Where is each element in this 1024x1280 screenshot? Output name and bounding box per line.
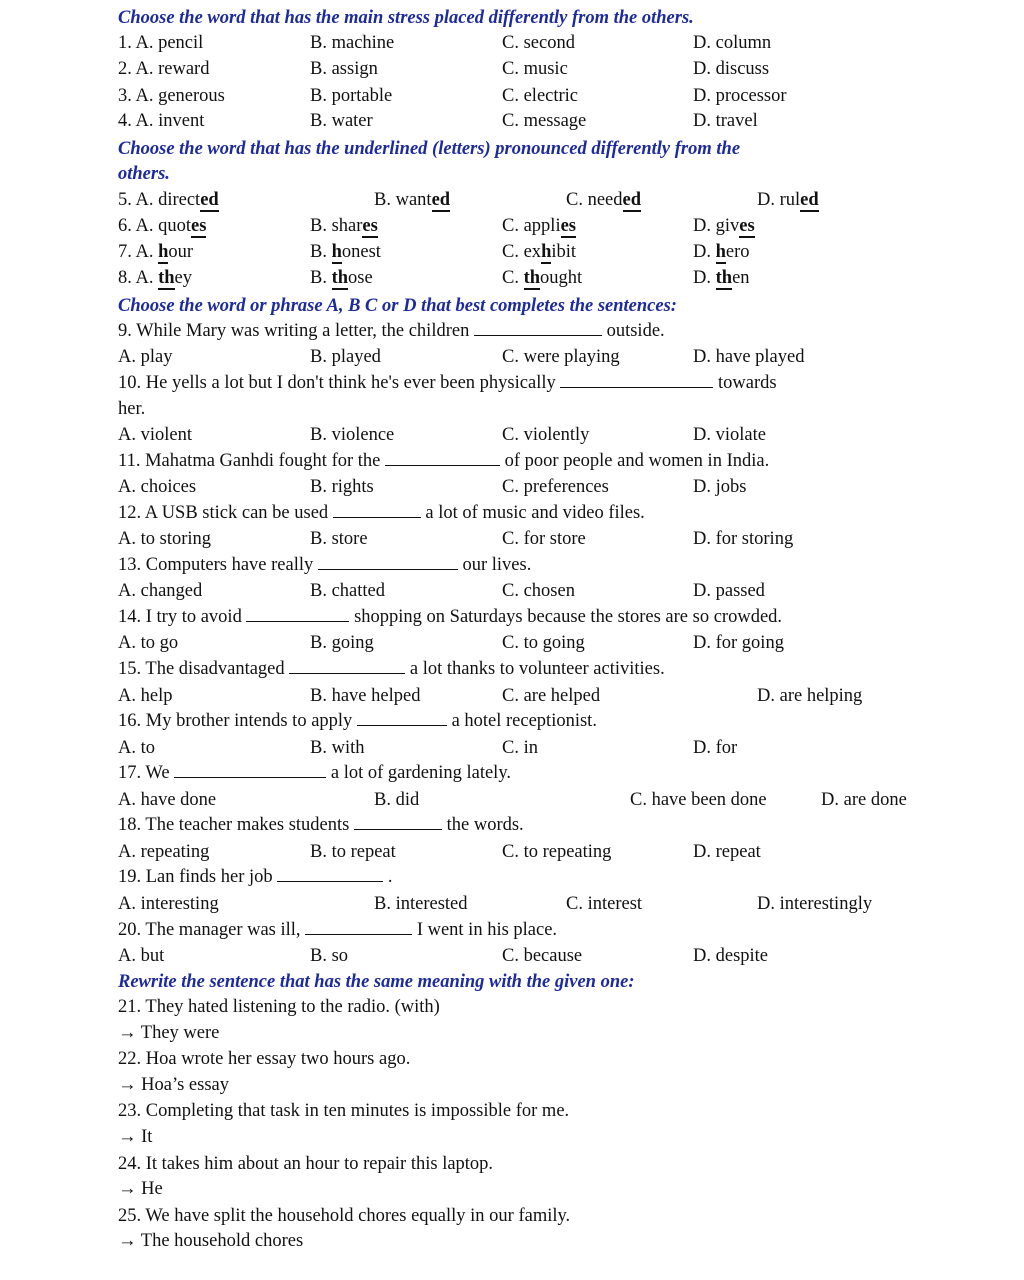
option-a: 7. A. hour <box>118 242 194 262</box>
question-17: 17. We a lot of gardening lately. <box>118 763 511 783</box>
arrow-icon: → <box>118 1023 137 1043</box>
option-d: D. then <box>693 268 750 288</box>
question-9: 9. While Mary was writing a letter, the children outside. <box>118 321 665 341</box>
option-a: A. but <box>118 946 165 966</box>
option-b: B. with <box>310 738 365 758</box>
arrow-icon: → <box>118 1075 137 1095</box>
answer-blank[interactable] <box>246 606 349 622</box>
rewrite-question-24: 24. It takes him about an hour to repair this laptop. <box>118 1154 494 1174</box>
option-d: D. are done <box>821 790 907 810</box>
question-15: 15. The disadvantaged a lot thanks to volunteer activities. <box>118 659 665 679</box>
option-a: A. interesting <box>118 894 219 914</box>
question-13: 13. Computers have really our lives. <box>118 555 532 575</box>
option-d: D. processor <box>693 86 787 106</box>
option-d: D. violate <box>693 425 766 445</box>
option-b: B. water <box>310 111 373 131</box>
arrow-icon: → <box>118 1179 137 1199</box>
option-c: C. in <box>502 738 538 758</box>
answer-blank[interactable] <box>474 320 602 336</box>
question-16: 16. My brother intends to apply a hotel receptionist. <box>118 711 597 731</box>
question-19: 19. Lan finds her job . <box>118 867 393 887</box>
option-b: B. shares <box>310 216 378 236</box>
rewrite-answer-25[interactable]: → The household chores <box>118 1231 304 1251</box>
answer-blank[interactable] <box>354 814 442 830</box>
rewrite-answer-24[interactable]: → He <box>118 1179 163 1199</box>
option-a: A. repeating <box>118 842 210 862</box>
option-d: D. despite <box>693 946 769 966</box>
option-c: C. needed <box>566 190 642 210</box>
option-d: D. ruled <box>757 190 819 210</box>
option-c: C. thought <box>502 268 583 288</box>
rewrite-answer-21[interactable]: → They were <box>118 1023 220 1043</box>
section-heading-rewrite: Rewrite the sentence that has the same meaning with the given one: <box>118 972 635 992</box>
section-heading-pronunciation-cont: others. <box>118 164 170 184</box>
question-12: 12. A USB stick can be used a lot of music and video files. <box>118 503 645 523</box>
question-11: 11. Mahatma Ganhdi fought for the of poor people and women in India. <box>118 451 770 471</box>
option-d: D. for <box>693 738 738 758</box>
arrow-icon: → <box>118 1231 137 1251</box>
option-b: B. to repeat <box>310 842 396 862</box>
rewrite-question-22: 22. Hoa wrote her essay two hours ago. <box>118 1049 411 1069</box>
answer-blank[interactable] <box>333 502 421 518</box>
option-c: C. message <box>502 111 587 131</box>
option-c: C. exhibit <box>502 242 577 262</box>
option-c: C. were playing <box>502 347 620 367</box>
option-d: D. for going <box>693 633 784 653</box>
option-c: C. to repeating <box>502 842 612 862</box>
option-c: C. second <box>502 33 575 53</box>
rewrite-question-23: 23. Completing that task in ten minutes is impossible for me. <box>118 1101 570 1121</box>
option-b: B. did <box>374 790 420 810</box>
option-b: B. those <box>310 268 373 288</box>
answer-blank[interactable] <box>560 372 713 388</box>
option-c: C. interest <box>566 894 643 914</box>
option-a: A. to <box>118 738 155 758</box>
question-10-cont: her. <box>118 399 146 419</box>
option-a: A. choices <box>118 477 197 497</box>
option-b: B. interested <box>374 894 468 914</box>
option-b: B. machine <box>310 33 395 53</box>
rewrite-question-21: 21. They hated listening to the radio. (with) <box>118 997 440 1017</box>
option-a: 3. A. generous <box>118 86 225 106</box>
option-a: 2. A. reward <box>118 59 210 79</box>
answer-blank[interactable] <box>305 919 412 935</box>
option-a: A. violent <box>118 425 192 445</box>
question-20: 20. The manager was ill, I went in his place. <box>118 920 558 940</box>
option-b: B. portable <box>310 86 393 106</box>
option-b: B. have helped <box>310 686 421 706</box>
answer-blank[interactable] <box>277 866 383 882</box>
option-d: D. column <box>693 33 772 53</box>
option-b: B. so <box>310 946 349 966</box>
option-b: B. going <box>310 633 374 653</box>
option-a: A. help <box>118 686 173 706</box>
option-a: 4. A. invent <box>118 111 205 131</box>
section-heading-pronunciation: Choose the word that has the underlined (letters) pronounced differently from the <box>118 139 741 159</box>
option-c: C. violently <box>502 425 590 445</box>
option-a: 1. A. pencil <box>118 33 204 53</box>
option-d: D. have played <box>693 347 805 367</box>
section-heading-stress: Choose the word that has the main stress placed differently from the others. <box>118 8 694 28</box>
option-b: B. store <box>310 529 368 549</box>
option-b: B. wanted <box>374 190 451 210</box>
option-d: D. passed <box>693 581 765 601</box>
answer-blank[interactable] <box>385 450 500 466</box>
option-d: D. are helping <box>757 686 863 706</box>
option-d: D. for storing <box>693 529 794 549</box>
option-c: C. are helped <box>502 686 601 706</box>
option-c: C. applies <box>502 216 577 236</box>
question-10: 10. He yells a lot but I don't think he's ever been physically towards <box>118 373 777 393</box>
option-a: A. to storing <box>118 529 212 549</box>
answer-blank[interactable] <box>174 762 326 778</box>
option-c: C. to going <box>502 633 585 653</box>
option-c: C. for store <box>502 529 586 549</box>
rewrite-answer-22[interactable]: → Hoa’s essay <box>118 1075 229 1095</box>
option-d: D. discuss <box>693 59 770 79</box>
option-d: D. travel <box>693 111 758 131</box>
option-c: C. have been done <box>630 790 767 810</box>
option-d: D. jobs <box>693 477 747 497</box>
option-b: B. chatted <box>310 581 386 601</box>
option-c: C. music <box>502 59 568 79</box>
option-a: A. play <box>118 347 173 367</box>
option-a: 5. A. directed <box>118 190 219 210</box>
rewrite-question-25: 25. We have split the household chores equally in our family. <box>118 1206 571 1226</box>
answer-blank[interactable] <box>289 658 405 674</box>
question-14: 14. I try to avoid shopping on Saturdays because the stores are so crowded. <box>118 607 783 627</box>
option-a: 6. A. quotes <box>118 216 207 236</box>
section-heading-grammar: Choose the word or phrase A, B C or D that best completes the sentences: <box>118 296 677 316</box>
option-d: D. hero <box>693 242 750 262</box>
option-b: B. honest <box>310 242 381 262</box>
option-a: 8. A. they <box>118 268 193 288</box>
option-c: C. chosen <box>502 581 575 601</box>
option-c: C. because <box>502 946 583 966</box>
option-a: A. have done <box>118 790 217 810</box>
answer-blank[interactable] <box>357 710 447 726</box>
question-18: 18. The teacher makes students the words. <box>118 815 524 835</box>
answer-blank[interactable] <box>318 554 458 570</box>
option-b: B. rights <box>310 477 374 497</box>
option-a: A. to go <box>118 633 179 653</box>
option-c: C. electric <box>502 86 579 106</box>
rewrite-answer-23[interactable]: → It <box>118 1127 153 1147</box>
option-c: C. preferences <box>502 477 609 497</box>
option-d: D. interestingly <box>757 894 873 914</box>
option-b: B. assign <box>310 59 378 79</box>
option-d: D. gives <box>693 216 755 236</box>
option-a: A. changed <box>118 581 203 601</box>
option-b: B. played <box>310 347 381 367</box>
arrow-icon: → <box>118 1127 137 1147</box>
option-d: D. repeat <box>693 842 761 862</box>
option-b: B. violence <box>310 425 395 445</box>
